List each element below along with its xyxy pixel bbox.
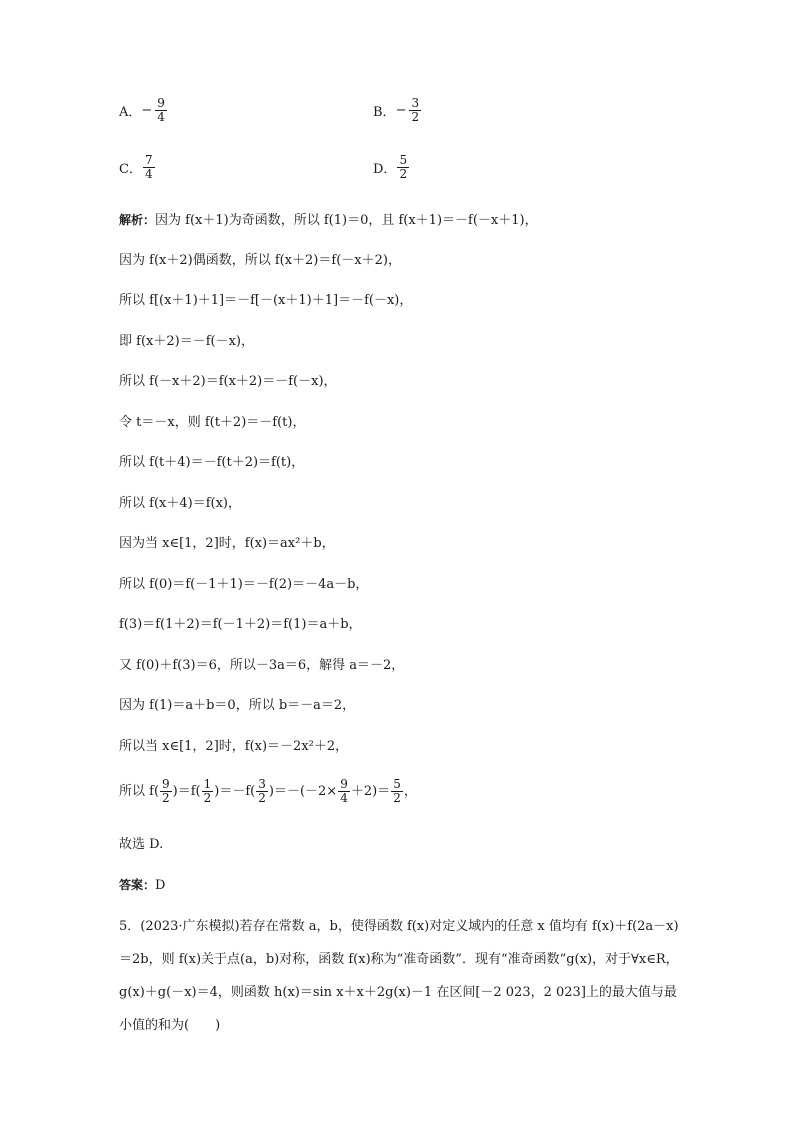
solution-line-7: 所以 f(t＋4)＝－f(t＋2)＝f(t)， bbox=[119, 455, 305, 470]
solution-line-6: 令 t＝－x，则 f(t＋2)＝－f(t)， bbox=[119, 415, 306, 430]
solution-line-1 bbox=[119, 211, 538, 230]
option-c-numerator: 7 bbox=[144, 153, 153, 167]
option-d bbox=[373, 154, 410, 181]
eq-fraction-5-num: 5 bbox=[393, 777, 401, 791]
eq-part-4: )＝－(－2× bbox=[268, 783, 338, 799]
eq-part-5: ＋2)＝ bbox=[350, 783, 391, 799]
solution-heading: 解析： bbox=[119, 213, 156, 227]
eq-fraction-4-num: 9 bbox=[340, 777, 348, 791]
solution-line-4: 即 f(x＋2)＝－f(－x)， bbox=[119, 334, 254, 349]
option-b-numerator: 3 bbox=[411, 96, 420, 110]
option-b-sign: − bbox=[395, 103, 407, 118]
solution-line-12: 又 f(0)＋f(3)＝6，所以－3a＝6，解得 a＝－2， bbox=[119, 658, 405, 673]
solution-line-5: 所以 f(－x＋2)＝f(x＋2)＝－f(－x)， bbox=[119, 374, 337, 389]
eq-fraction-1-num: 9 bbox=[162, 777, 170, 791]
option-b bbox=[373, 97, 422, 124]
solution-line-2: 因为 f(x＋2)偶函数，所以 f(x＋2)＝f(－x＋2)， bbox=[119, 253, 401, 268]
solution-line-9: 因为当 x∈[1，2]时，f(x)＝ax²＋b， bbox=[119, 536, 335, 551]
option-a-denominator: 4 bbox=[157, 110, 165, 124]
eq-fraction-3-num: 3 bbox=[258, 777, 266, 791]
option-c-fraction bbox=[143, 154, 155, 181]
solution-conclusion: 故选 D. bbox=[119, 837, 164, 852]
option-d-fraction bbox=[397, 154, 409, 181]
option-a-fraction bbox=[155, 97, 167, 124]
eq-part-6: ， bbox=[403, 783, 417, 799]
solution-text-1: 因为 f(x＋1)为奇函数，所以 f(1)＝0，且 f(x＋1)＝－f(－x＋1)， bbox=[155, 213, 538, 228]
option-d-numerator: 5 bbox=[399, 153, 408, 167]
option-a bbox=[119, 97, 168, 124]
eq-fraction-1-den: 2 bbox=[162, 791, 170, 805]
option-a-label: A． bbox=[119, 105, 142, 120]
option-c bbox=[119, 154, 156, 181]
answer-line bbox=[119, 876, 165, 895]
solution-line-13: 因为 f(1)＝a＋b＝0，所以 b＝－a＝2， bbox=[119, 698, 356, 713]
eq-fraction-5 bbox=[391, 778, 403, 805]
eq-part-2: )＝f( bbox=[172, 783, 201, 799]
eq-fraction-3 bbox=[256, 778, 268, 805]
option-a-numerator: 9 bbox=[157, 96, 165, 110]
solution-line-15 bbox=[119, 778, 417, 805]
option-d-label: D． bbox=[373, 162, 397, 177]
eq-fraction-1 bbox=[160, 778, 172, 805]
eq-fraction-2-den: 2 bbox=[203, 791, 212, 805]
eq-fraction-2 bbox=[202, 778, 214, 805]
answer-label: 答案： bbox=[119, 878, 156, 892]
option-b-denominator: 2 bbox=[411, 110, 420, 124]
option-c-denominator: 4 bbox=[144, 167, 153, 181]
question-5 bbox=[119, 910, 679, 1042]
solution-line-14: 所以当 x∈[1，2]时，f(x)＝－2x²＋2， bbox=[119, 739, 349, 754]
answer-value: D bbox=[155, 878, 166, 893]
option-c-label: C． bbox=[119, 162, 142, 177]
solution-line-8: 所以 f(x＋4)＝f(x)， bbox=[119, 496, 241, 511]
eq-part-1: 所以 f( bbox=[119, 783, 160, 799]
solution-line-3: 所以 f[(x＋1)＋1]＝－f[－(x＋1)＋1]＝－f(－x)， bbox=[119, 293, 413, 308]
option-b-fraction bbox=[409, 97, 421, 124]
eq-fraction-5-den: 2 bbox=[393, 791, 401, 805]
eq-fraction-4 bbox=[338, 778, 350, 805]
eq-part-3: )＝－f( bbox=[214, 783, 256, 799]
eq-fraction-3-den: 2 bbox=[258, 791, 266, 805]
solution-line-10: 所以 f(0)＝f(－1＋1)＝－f(2)＝－4a－b， bbox=[119, 577, 369, 592]
option-a-sign: − bbox=[141, 103, 153, 118]
solution-line-11: f(3)＝f(1＋2)＝f(－1＋2)＝f(1)＝a＋b， bbox=[119, 617, 362, 632]
eq-fraction-4-den: 4 bbox=[340, 791, 348, 805]
eq-fraction-2-num: 1 bbox=[203, 777, 212, 791]
option-b-label: B． bbox=[373, 105, 396, 120]
question-5-text: 5．(2023·广东模拟)若存在常数 a，b，使得函数 f(x)对定义域内的任意 x 值均有 f(x)＋f(2a－x)＝2b，则 f(x)关于点(a，b)对称，函数 f(x)称为“准奇函数”．现有“准奇函数”g(x)，对于∀x∈R，g(x)＋g(－x)＝4，则函数 h(x)＝sin x＋x＋2g(x)－1 在区间[－2 023，2 023]上的最大值与最小值的和为( ) bbox=[119, 919, 679, 1033]
option-d-denominator: 2 bbox=[399, 167, 408, 181]
